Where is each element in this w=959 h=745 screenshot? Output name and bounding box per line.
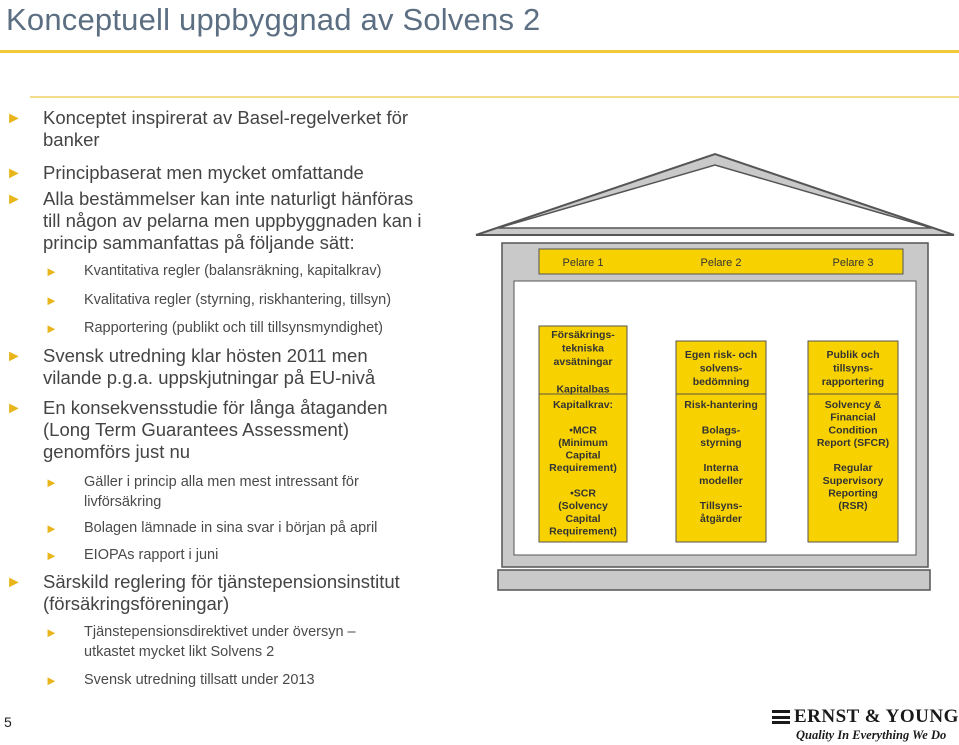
- bullet-arrow-icon: ►: [6, 110, 22, 127]
- pillar-1-head-text: Kapitalbas: [556, 383, 610, 396]
- pillar-3-body-text: Solvency &: [824, 399, 882, 411]
- bullet-text-line: Alla bestämmelser kan inte naturligt hänföras: [43, 188, 414, 209]
- pillar-2-head-text: Egen risk- och: [684, 349, 758, 361]
- pillar-1-body-text: (Solvency: [558, 500, 608, 513]
- pillar-1-body-text: Requirement): [549, 525, 617, 538]
- pillar-1-head-text: Försäkrings-: [551, 329, 615, 341]
- bullet-text-line: banker: [43, 129, 100, 150]
- logo-tagline: Quality In Everything We Do: [796, 728, 947, 742]
- temple-base: [498, 570, 930, 590]
- bullet-text-line: livförsäkring: [84, 494, 162, 510]
- pillar-3-body-text: Regular: [833, 462, 873, 475]
- bullet-arrow-icon: ►: [45, 475, 58, 490]
- pillar-2-body-text: Bolags-: [701, 424, 741, 437]
- bullet-arrow-icon: ►: [45, 548, 58, 563]
- logo-name: ERNST & YOUNG: [794, 706, 959, 727]
- pillar-1-body-text: •SCR: [570, 487, 596, 500]
- ernst-young-logo: [772, 706, 959, 744]
- pillar-header-2: Pelare 2: [700, 257, 742, 269]
- pillar-3-body-text: Supervisory: [822, 474, 884, 487]
- pillar-1-body-text: •MCR: [569, 424, 597, 437]
- bullet-text-line: Rapportering (publikt och till tillsynsmyndighet): [84, 320, 383, 336]
- pillar-2-head-text: solvens-: [699, 362, 743, 375]
- bullet-arrow-icon: ►: [6, 191, 22, 208]
- pillar-2-body-text: Interna: [703, 462, 739, 475]
- bullet-text-line: till någon av pelarna men uppbyggnaden kan i: [43, 210, 422, 231]
- pillar-header-1: Pelare 1: [562, 257, 604, 269]
- pillar-3-head-text: Publik och: [826, 349, 880, 361]
- pillar-2-head-text: bedömning: [692, 376, 750, 389]
- slide-title: Konceptuell uppbyggnad av Solvens 2: [6, 2, 541, 37]
- pillar-2-body-text: styrning: [700, 436, 742, 449]
- bullet-text-line: (Long Term Guarantees Assessment): [43, 419, 350, 440]
- pillar-3-head-text: tillsyns-: [833, 362, 873, 375]
- bullet-text-line: Särskild reglering för tjänstepensionsinstitut: [43, 571, 400, 592]
- pillar-1-body-text: Requirement): [549, 462, 617, 475]
- bullet-text-line: Svensk utredning tillsatt under 2013: [84, 672, 315, 688]
- pillar-3-head-text: rapportering: [821, 376, 885, 389]
- bullet-text-line: Tjänstepensionsdirektivet under översyn –: [84, 624, 356, 640]
- bullet-text-line: Kvalitativa regler (styrning, riskhantering, tillsyn): [84, 292, 392, 308]
- bullet-arrow-icon: ►: [45, 321, 58, 336]
- pillar-1-head-text: avsätningar: [553, 356, 613, 369]
- bullet-text-line: genomförs just nu: [43, 441, 191, 462]
- bullet-text-line: (försäkringsföreningar): [43, 593, 230, 614]
- bullet-arrow-icon: ►: [6, 165, 22, 182]
- bullet-text-line: Konceptet inspirerat av Basel-regelverket för: [43, 107, 409, 128]
- bullet-arrow-icon: ►: [6, 348, 22, 365]
- pillar-3-body-text: (RSR): [838, 500, 868, 513]
- pillar-1-body-text: Capital: [565, 512, 601, 525]
- bullet-arrow-icon: ►: [45, 625, 58, 640]
- pillar-2-body-text: Risk-hantering: [684, 399, 758, 411]
- bullet-arrow-icon: ►: [45, 264, 58, 279]
- bullet-text-line: utkastet mycket likt Solvens 2: [84, 644, 275, 660]
- page-number: 5: [4, 714, 12, 730]
- pillar-1-body-text: Kapitalkrav:: [552, 399, 614, 411]
- temple-roof-inner: [498, 165, 932, 228]
- pillar-3-body-text: Condition: [828, 424, 878, 437]
- pillar-1-body-text: (Minimum: [558, 436, 608, 449]
- bullet-arrow-icon: ►: [6, 574, 22, 591]
- bullet-arrow-icon: ►: [45, 293, 58, 308]
- pillar-3-body-text: Financial: [830, 411, 876, 424]
- pillar-3-body-text: Report (SFCR): [816, 436, 890, 449]
- bullet-text-line: Svensk utredning klar hösten 2011 men: [43, 345, 368, 366]
- pillar-1-head-text: tekniska: [561, 342, 605, 355]
- bullet-arrow-icon: ►: [6, 400, 22, 417]
- pillar-header-3: Pelare 3: [832, 257, 874, 269]
- bullet-text-line: Kvantitativa regler (balansräkning, kapitalkrav): [84, 263, 382, 279]
- bullet-text-line: princip sammanfattas på följande sätt:: [43, 232, 355, 253]
- pillar-1-body-text: Capital: [565, 449, 601, 462]
- bullet-text-line: Principbaserat men mycket omfattande: [43, 162, 364, 183]
- bullet-text-line: Bolagen lämnade in sina svar i början på april: [84, 520, 378, 536]
- bullet-text-line: En konsekvensstudie för långa åtaganden: [43, 397, 388, 418]
- pillar-2-body-text: modeller: [699, 474, 743, 487]
- bullet-text-line: EIOPAs rapport i juni: [84, 547, 219, 563]
- bullet-arrow-icon: ►: [45, 521, 58, 536]
- pillar-2-body-text: åtgärder: [699, 512, 743, 525]
- bullet-text-line: vilande p.g.a. uppskjutningar på EU-nivå: [43, 367, 376, 388]
- bullet-text-line: Gäller i princip alla men mest intressant för: [84, 474, 359, 490]
- pillar-3-body-text: Reporting: [828, 487, 878, 500]
- bullet-arrow-icon: ►: [45, 673, 58, 688]
- pillar-2-body-text: Tillsyns-: [699, 500, 743, 513]
- logo-mark-icon: [772, 710, 790, 724]
